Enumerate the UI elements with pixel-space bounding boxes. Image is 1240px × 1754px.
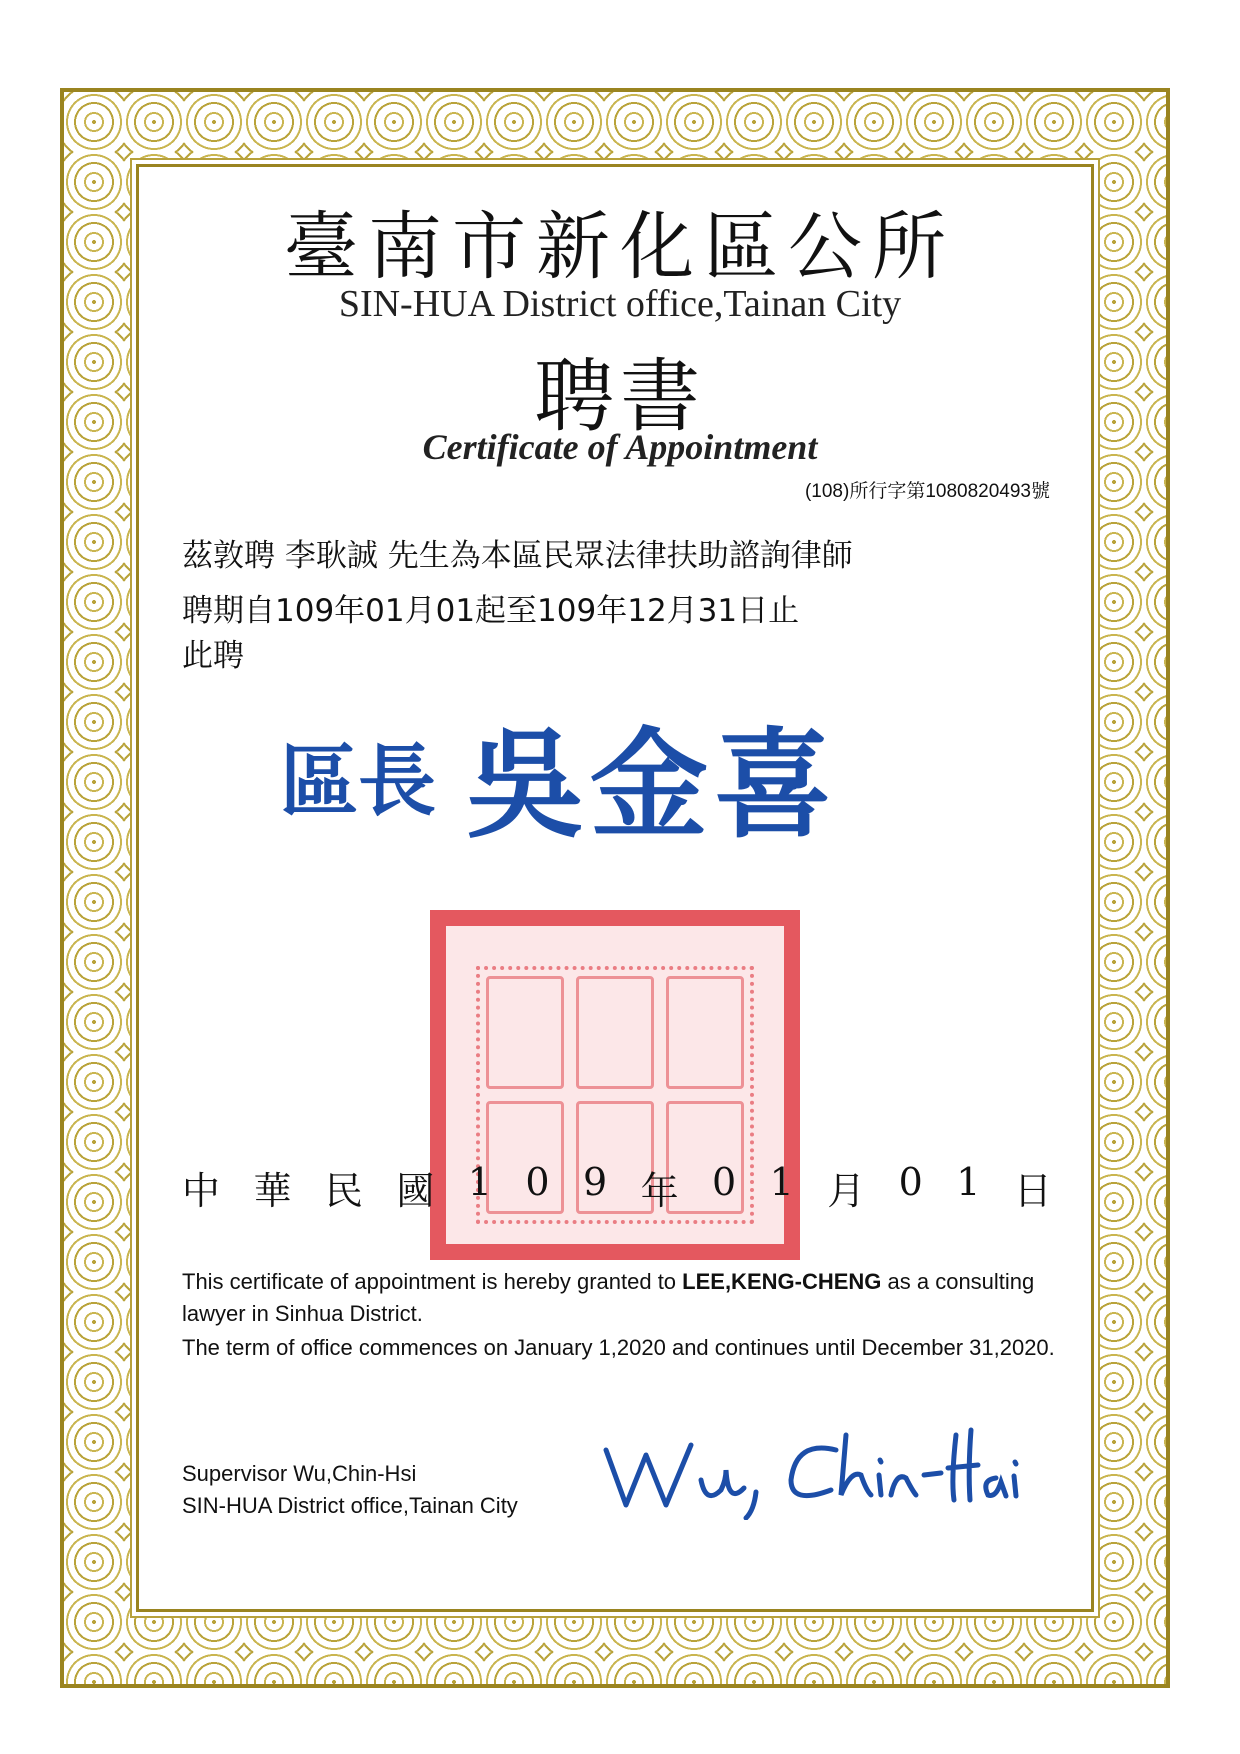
seal-glyph (666, 976, 744, 1089)
date-char: 國 (396, 1169, 435, 1213)
appointment-statement: 茲敦聘 李耿誠 先生為本區民眾法律扶助諮詢律師 (182, 538, 853, 574)
date-char: 年 (640, 1169, 679, 1213)
date-char: 0 (525, 1160, 550, 1204)
office-title-english: SIN-HUA District office,Tainan City (338, 283, 902, 325)
date-char: 1 (956, 1160, 981, 1204)
seal-glyph (576, 976, 654, 1089)
appointee-name: LEE,KENG-CHENG (682, 1269, 882, 1294)
signature-title: 區長 (280, 736, 437, 827)
date-char: 月 (827, 1169, 866, 1213)
date-char: 0 (898, 1160, 923, 1204)
chief-signature-chinese (280, 690, 838, 860)
closing-phrase: 此聘 (182, 638, 244, 674)
document-type-chinese: 聘書 (534, 350, 706, 443)
date-char: 1 (769, 1160, 794, 1204)
reference-number: (108)所行字第1080820493號 (804, 481, 1050, 502)
document-type-english: Certificate of Appointment (422, 427, 818, 467)
english-term-statement: The term of office commences on January 1,2020 and continues until December 31,2020. (182, 1335, 1055, 1360)
office-name-english: SIN-HUA District office,Tainan City (182, 1493, 518, 1518)
date-char: 日 (1013, 1169, 1052, 1213)
issue-date-chinese (182, 1160, 1052, 1215)
date-char: 9 (582, 1160, 608, 1204)
signature-name: 吳金喜 (466, 715, 839, 854)
date-char: 華 (253, 1169, 292, 1213)
seal-glyph (486, 976, 564, 1089)
english-statement-end: as a consulting lawyer in Sinhua District. (182, 1269, 1035, 1326)
date-char: 民 (324, 1169, 363, 1213)
appointment-term: 聘期自109年01月01起至109年12月31日止 (182, 593, 800, 629)
supervisor-name: Supervisor Wu,Chin-Hsi (182, 1461, 417, 1486)
date-char: 中 (182, 1169, 221, 1213)
english-appointment-statement (182, 1266, 1062, 1330)
handwritten-signature-english (596, 1410, 1026, 1520)
english-statement-start: This certificate of appointment is hereby granted to (182, 1269, 683, 1294)
office-title-chinese: 臺南市新化區公所 (284, 204, 956, 290)
date-char: 0 (712, 1160, 737, 1204)
date-char: 1 (467, 1160, 492, 1204)
